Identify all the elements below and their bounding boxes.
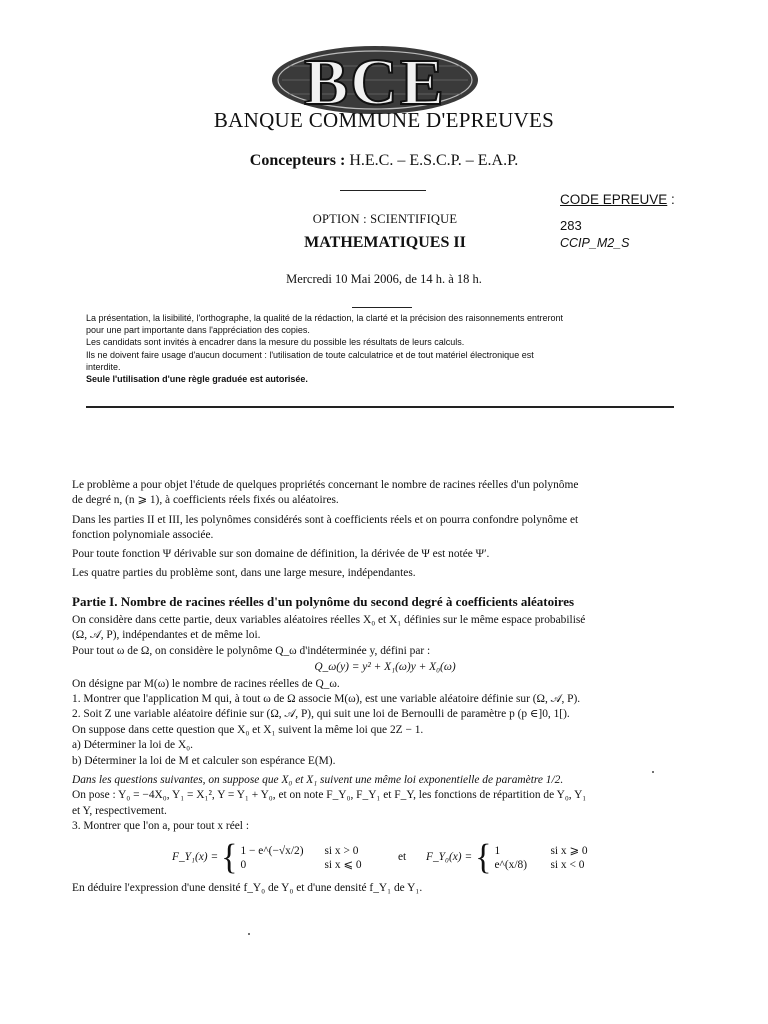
distribution-functions bbox=[72, 837, 698, 879]
code-id: CCIP_M2_S bbox=[560, 236, 630, 250]
fy0-cases bbox=[494, 844, 587, 872]
intro-line: fonction polynomiale associée. bbox=[72, 529, 214, 542]
fy1-value-2: 0 bbox=[240, 858, 247, 871]
instruction-line: pour une part importante dans l'appréciation des copies. bbox=[86, 325, 310, 336]
fy1-cond-2: si x ⩽ 0 bbox=[324, 858, 362, 871]
instruction-line: Les candidats sont invités à encadrer dans la mesure du possible les résultats de leurs calculs. bbox=[86, 337, 465, 348]
question-1: 1. Montrer que l'application M qui, à tout ω de Ω associe M(ω), est une variable aléatoire définie sur (Ω, 𝒜, P). bbox=[72, 693, 581, 706]
fy0-cond-2: si x < 0 bbox=[550, 858, 585, 871]
paragraph: On pose : Y₀ = −4X₀, Y₁ = X₁², Y = Y₁ + Y₀, et on note F_Y₀, F_Y₁ et F_Y, les fonctions de répartition de Y₀, Y₁ bbox=[72, 789, 587, 802]
subject-title: MATHEMATIQUES II bbox=[304, 234, 466, 251]
option-label: OPTION : SCIENTIFIQUE bbox=[312, 212, 458, 226]
brace-icon: { bbox=[475, 837, 492, 877]
equation-q-omega: Q_ω(y) = y² + X₁(ω)y + X₀(ω) bbox=[314, 661, 456, 674]
question-2: 2. Soit Z une variable aléatoire définie sur (Ω, 𝒜, P), qui suit une loi de Bernoulli de paramètre p (p ∈]0, 1[). bbox=[72, 708, 570, 721]
code-label-text: CODE EPREUVE bbox=[560, 192, 668, 207]
instruction-line: Ils ne doivent faire usage d'aucun document : l'utilisation de toute calculatrice et de tout matériel électronique est bbox=[86, 349, 534, 360]
brace-icon: { bbox=[221, 837, 238, 877]
paragraph: Dans les questions suivantes, on suppose que X₀ et X₁ suivent une même loi exponentielle de paramètre 1/2. bbox=[72, 773, 564, 786]
intro-line: Le problème a pour objet l'étude de quelques propriétés concernant le nombre de racines réelles d'un polynôme bbox=[72, 479, 579, 491]
designers-label: Concepteurs : bbox=[249, 152, 350, 169]
designers-line bbox=[0, 152, 768, 170]
paragraph: On désigne par M(ω) le nombre de racines réelles de Q_ω. bbox=[72, 677, 340, 690]
fy0-definition bbox=[426, 837, 588, 879]
fy1-cases bbox=[240, 844, 361, 872]
exam-bank-title: BANQUE COMMUNE D'EPREUVES bbox=[213, 108, 555, 132]
exam-date: Mercredi 10 Mai 2006, de 14 h. à 18 h. bbox=[286, 272, 482, 286]
intro-line: Les quatre parties du problème sont, dans une large mesure, indépendantes. bbox=[72, 567, 416, 580]
fy1-cond-1: si x > 0 bbox=[324, 844, 359, 857]
question-2a: a) Déterminer la loi de X₀. bbox=[72, 739, 193, 752]
fy1-definition bbox=[172, 837, 362, 879]
question-3: 3. Montrer que l'on a, pour tout x réel : bbox=[72, 820, 249, 833]
paragraph: Pour tout ω de Ω, on considère le polynôme Q_ω d'indéterminée y, défini par : bbox=[72, 644, 431, 657]
problem-body bbox=[72, 478, 698, 896]
instructions-block bbox=[86, 312, 686, 385]
fy0-value-2: e^(x/8) bbox=[494, 858, 527, 871]
intro-line: Dans les parties II et III, les polynômes considérés sont à coefficients réels et on pourra confondre polynôme et bbox=[72, 513, 579, 526]
divider bbox=[352, 307, 412, 308]
paragraph: On suppose dans cette question que X₀ et X₁ suivent la même loi que 2Z − 1. bbox=[72, 723, 424, 736]
paragraph: En déduire l'expression d'une densité f_Y₀ de Y₀ et d'une densité f_Y₁ de Y₁. bbox=[72, 881, 423, 894]
header-divider bbox=[86, 406, 674, 408]
bce-logo bbox=[270, 44, 480, 116]
fy1-name: F_Y₁(x) = bbox=[172, 850, 219, 863]
designers-value: H.E.C. – E.S.C.P. – E.A.P. bbox=[349, 152, 519, 169]
paragraph: et Y, respectivement. bbox=[72, 804, 167, 817]
instruction-line: La présentation, la lisibilité, l'orthographe, la qualité de la rédaction, la clarté et la précision des raisonnements entreront bbox=[86, 313, 563, 323]
question-2b: b) Déterminer la loi de M et calculer son espérance E(M). bbox=[72, 754, 336, 767]
code-number: 283 bbox=[560, 218, 582, 233]
intro-line: Pour toute fonction Ψ dérivable sur son domaine de définition, la dérivée de Ψ est notée Ψ′. bbox=[72, 548, 490, 561]
and-word: et bbox=[398, 850, 407, 863]
fy0-cond-1: si x ⩾ 0 bbox=[550, 844, 588, 857]
instruction-line: interdite. bbox=[86, 361, 121, 372]
divider bbox=[340, 190, 426, 191]
intro-line: de degré n, (n ⩾ 1), à coefficients réels fixés ou aléatoires. bbox=[72, 494, 339, 507]
paragraph: On considère dans cette partie, deux variables aléatoires réelles X₀ et X₁ définies sur le même espace probabilisé bbox=[72, 614, 586, 627]
scan-speck bbox=[248, 933, 250, 935]
fy0-name: F_Y₀(x) = bbox=[426, 850, 473, 863]
part1-heading: Partie I. Nombre de racines réelles d'un polynôme du second degré à coefficients aléatoires bbox=[72, 593, 575, 609]
paragraph: (Ω, 𝒜, P), indépendantes et de même loi. bbox=[72, 629, 261, 642]
instruction-line: Seule l'utilisation d'une règle graduée est autorisée. bbox=[86, 374, 308, 385]
fy1-value-1: 1 − e^(−√x/2) bbox=[240, 844, 304, 857]
svg-text:BCE: BCE bbox=[304, 46, 446, 116]
fy0-value-1: 1 bbox=[494, 844, 501, 857]
code-label bbox=[560, 192, 675, 207]
scan-speck bbox=[652, 771, 654, 773]
code-label-suffix: : bbox=[667, 192, 675, 207]
